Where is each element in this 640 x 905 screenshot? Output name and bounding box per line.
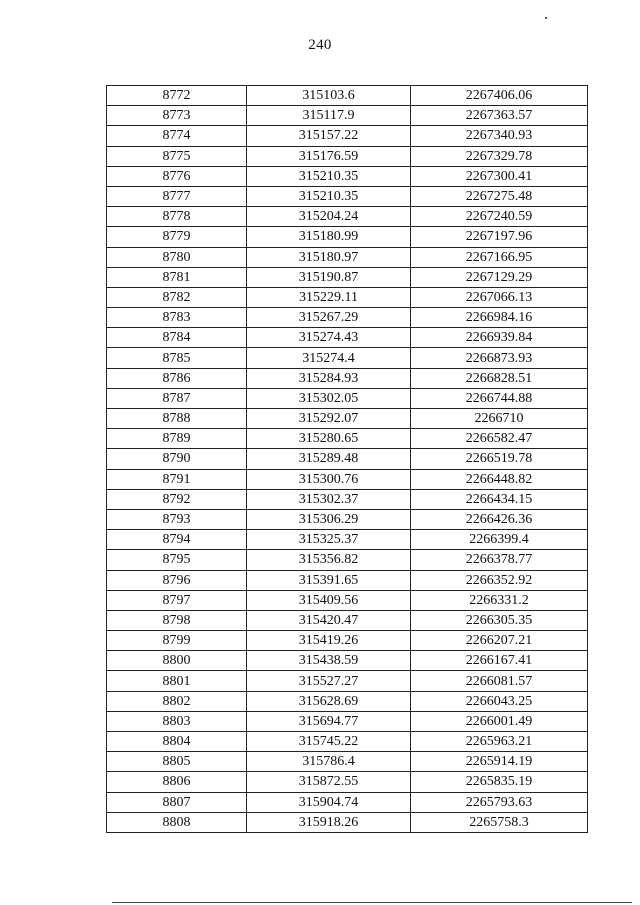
point-number-cell: 8777 — [107, 186, 247, 206]
x-coordinate-cell: 315117.9 — [247, 106, 411, 126]
x-coordinate-cell: 315306.29 — [247, 509, 411, 529]
point-number-cell: 8793 — [107, 509, 247, 529]
y-coordinate-cell: 2266519.78 — [411, 449, 588, 469]
point-number-cell: 8774 — [107, 126, 247, 146]
table-row — [107, 631, 588, 651]
y-coordinate-cell: 2267166.95 — [411, 247, 588, 267]
y-coordinate-cell: 2266001.49 — [411, 711, 588, 731]
point-number-cell: 8775 — [107, 146, 247, 166]
x-coordinate-cell: 315274.4 — [247, 348, 411, 368]
point-number-cell: 8780 — [107, 247, 247, 267]
table-row — [107, 409, 588, 429]
point-number-cell: 8808 — [107, 812, 247, 832]
y-coordinate-cell: 2265914.19 — [411, 752, 588, 772]
y-coordinate-cell: 2267197.96 — [411, 227, 588, 247]
table-row — [107, 368, 588, 388]
y-coordinate-cell: 2266984.16 — [411, 308, 588, 328]
point-number-cell: 8776 — [107, 166, 247, 186]
x-coordinate-cell: 315180.99 — [247, 227, 411, 247]
point-number-cell: 8784 — [107, 328, 247, 348]
x-coordinate-cell: 315280.65 — [247, 429, 411, 449]
x-coordinate-cell: 315292.07 — [247, 409, 411, 429]
y-coordinate-cell: 2267300.41 — [411, 166, 588, 186]
y-coordinate-cell: 2266434.15 — [411, 489, 588, 509]
y-coordinate-cell: 2267340.93 — [411, 126, 588, 146]
y-coordinate-cell: 2266352.92 — [411, 570, 588, 590]
table-row — [107, 126, 588, 146]
table-row — [107, 328, 588, 348]
y-coordinate-cell: 2266582.47 — [411, 429, 588, 449]
table-row — [107, 429, 588, 449]
point-number-cell: 8800 — [107, 651, 247, 671]
table-row — [107, 388, 588, 408]
point-number-cell: 8807 — [107, 792, 247, 812]
page-number: 240 — [308, 37, 332, 53]
x-coordinate-cell: 315745.22 — [247, 732, 411, 752]
y-coordinate-cell: 2267329.78 — [411, 146, 588, 166]
point-number-cell: 8781 — [107, 267, 247, 287]
coordinate-table-body — [107, 86, 588, 833]
point-number-cell: 8804 — [107, 732, 247, 752]
y-coordinate-cell: 2266167.41 — [411, 651, 588, 671]
table-row — [107, 267, 588, 287]
point-number-cell: 8795 — [107, 550, 247, 570]
x-coordinate-cell: 315918.26 — [247, 812, 411, 832]
x-coordinate-cell: 315229.11 — [247, 287, 411, 307]
x-coordinate-cell: 315302.05 — [247, 388, 411, 408]
y-coordinate-cell: 2266378.77 — [411, 550, 588, 570]
table-row — [107, 691, 588, 711]
x-coordinate-cell: 315190.87 — [247, 267, 411, 287]
x-coordinate-cell: 315872.55 — [247, 772, 411, 792]
table-row — [107, 590, 588, 610]
table-row — [107, 449, 588, 469]
x-coordinate-cell: 315302.37 — [247, 489, 411, 509]
table-row — [107, 509, 588, 529]
point-number-cell: 8792 — [107, 489, 247, 509]
x-coordinate-cell: 315180.97 — [247, 247, 411, 267]
y-coordinate-cell: 2265835.19 — [411, 772, 588, 792]
table-row — [107, 570, 588, 590]
x-coordinate-cell: 315103.6 — [247, 86, 411, 106]
point-number-cell: 8794 — [107, 530, 247, 550]
point-number-cell: 8799 — [107, 631, 247, 651]
x-coordinate-cell: 315300.76 — [247, 469, 411, 489]
x-coordinate-cell: 315419.26 — [247, 631, 411, 651]
y-coordinate-cell: 2266828.51 — [411, 368, 588, 388]
table-row — [107, 166, 588, 186]
point-number-cell: 8783 — [107, 308, 247, 328]
y-coordinate-cell: 2267406.06 — [411, 86, 588, 106]
point-number-cell: 8802 — [107, 691, 247, 711]
y-coordinate-cell: 2265963.21 — [411, 732, 588, 752]
x-coordinate-cell: 315325.37 — [247, 530, 411, 550]
table-row — [107, 86, 588, 106]
y-coordinate-cell: 2266744.88 — [411, 388, 588, 408]
table-row — [107, 348, 588, 368]
x-coordinate-cell: 315204.24 — [247, 207, 411, 227]
scan-speck — [545, 17, 547, 19]
x-coordinate-cell: 315628.69 — [247, 691, 411, 711]
table-row — [107, 247, 588, 267]
point-number-cell: 8779 — [107, 227, 247, 247]
x-coordinate-cell: 315786.4 — [247, 752, 411, 772]
point-number-cell: 8789 — [107, 429, 247, 449]
point-number-cell: 8772 — [107, 86, 247, 106]
table-row — [107, 792, 588, 812]
x-coordinate-cell: 315274.43 — [247, 328, 411, 348]
y-coordinate-cell: 2266399.4 — [411, 530, 588, 550]
coordinate-table — [106, 85, 588, 833]
point-number-cell: 8788 — [107, 409, 247, 429]
table-row — [107, 732, 588, 752]
y-coordinate-cell: 2266939.84 — [411, 328, 588, 348]
x-coordinate-cell: 315289.48 — [247, 449, 411, 469]
y-coordinate-cell: 2266305.35 — [411, 610, 588, 630]
x-coordinate-cell: 315391.65 — [247, 570, 411, 590]
y-coordinate-cell: 2267066.13 — [411, 287, 588, 307]
y-coordinate-cell: 2266207.21 — [411, 631, 588, 651]
y-coordinate-cell: 2266873.93 — [411, 348, 588, 368]
table-row — [107, 287, 588, 307]
x-coordinate-cell: 315284.93 — [247, 368, 411, 388]
point-number-cell: 8778 — [107, 207, 247, 227]
x-coordinate-cell: 315210.35 — [247, 186, 411, 206]
table-row — [107, 489, 588, 509]
y-coordinate-cell: 2267275.48 — [411, 186, 588, 206]
x-coordinate-cell: 315356.82 — [247, 550, 411, 570]
x-coordinate-cell: 315176.59 — [247, 146, 411, 166]
y-coordinate-cell: 2266448.82 — [411, 469, 588, 489]
point-number-cell: 8796 — [107, 570, 247, 590]
y-coordinate-cell: 2265793.63 — [411, 792, 588, 812]
point-number-cell: 8791 — [107, 469, 247, 489]
y-coordinate-cell: 2266331.2 — [411, 590, 588, 610]
y-coordinate-cell: 2266081.57 — [411, 671, 588, 691]
bottom-rule — [112, 902, 632, 903]
point-number-cell: 8806 — [107, 772, 247, 792]
table-row — [107, 610, 588, 630]
x-coordinate-cell: 315409.56 — [247, 590, 411, 610]
point-number-cell: 8787 — [107, 388, 247, 408]
y-coordinate-cell: 2265758.3 — [411, 812, 588, 832]
table-row — [107, 772, 588, 792]
table-row — [107, 530, 588, 550]
y-coordinate-cell: 2267240.59 — [411, 207, 588, 227]
table-row — [107, 146, 588, 166]
point-number-cell: 8805 — [107, 752, 247, 772]
point-number-cell: 8801 — [107, 671, 247, 691]
point-number-cell: 8786 — [107, 368, 247, 388]
table-row — [107, 207, 588, 227]
table-row — [107, 106, 588, 126]
point-number-cell: 8803 — [107, 711, 247, 731]
point-number-cell: 8790 — [107, 449, 247, 469]
x-coordinate-cell: 315420.47 — [247, 610, 411, 630]
table-row — [107, 752, 588, 772]
table-row — [107, 671, 588, 691]
table-row — [107, 469, 588, 489]
y-coordinate-cell: 2267363.57 — [411, 106, 588, 126]
table-row — [107, 651, 588, 671]
x-coordinate-cell: 315157.22 — [247, 126, 411, 146]
point-number-cell: 8785 — [107, 348, 247, 368]
table-row — [107, 186, 588, 206]
y-coordinate-cell: 2266043.25 — [411, 691, 588, 711]
y-coordinate-cell: 2266426.36 — [411, 509, 588, 529]
table-row — [107, 227, 588, 247]
y-coordinate-cell: 2267129.29 — [411, 267, 588, 287]
point-number-cell: 8798 — [107, 610, 247, 630]
x-coordinate-cell: 315438.59 — [247, 651, 411, 671]
table-row — [107, 812, 588, 832]
x-coordinate-cell: 315267.29 — [247, 308, 411, 328]
table-row — [107, 550, 588, 570]
x-coordinate-cell: 315904.74 — [247, 792, 411, 812]
x-coordinate-cell: 315210.35 — [247, 166, 411, 186]
point-number-cell: 8797 — [107, 590, 247, 610]
x-coordinate-cell: 315694.77 — [247, 711, 411, 731]
point-number-cell: 8773 — [107, 106, 247, 126]
point-number-cell: 8782 — [107, 287, 247, 307]
table-row — [107, 711, 588, 731]
table-row — [107, 308, 588, 328]
x-coordinate-cell: 315527.27 — [247, 671, 411, 691]
y-coordinate-cell: 2266710 — [411, 409, 588, 429]
